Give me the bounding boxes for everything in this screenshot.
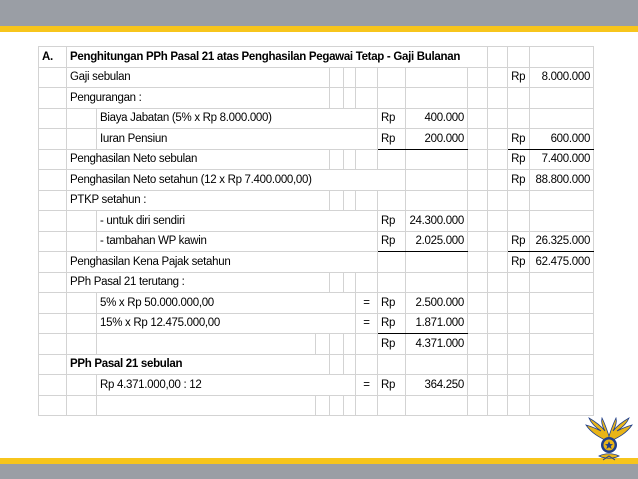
table-row xyxy=(39,47,594,68)
tarif-15-label: 15% x Rp 12.475.000,00 xyxy=(97,313,356,334)
tarif-5-label: 5% x Rp 50.000.000,00 xyxy=(97,293,356,314)
pkp-setahun-currency: Rp xyxy=(508,252,530,273)
top-gray-band xyxy=(0,0,638,26)
neto-setahun-total: 88.800.000 xyxy=(530,170,594,191)
table-row xyxy=(39,313,594,334)
diri-sendiri-amount: 24.300.000 xyxy=(406,211,468,232)
pkp-setahun-total: 62.475.000 xyxy=(530,252,594,273)
top-yellow-band xyxy=(0,26,638,32)
garuda-emblem-icon xyxy=(583,412,635,464)
pph-sebulan-currency: Rp xyxy=(378,375,406,396)
biaya-jabatan-amount: 400.000 xyxy=(406,108,468,129)
tarif-15-amount: 1.871.000 xyxy=(406,313,468,334)
pph21-calculation-table xyxy=(38,46,594,416)
pph-sebulan-label: PPh Pasal 21 sebulan xyxy=(67,354,330,375)
pph-sebulan-equals: = xyxy=(356,375,378,396)
table-row xyxy=(39,67,594,88)
neto-setahun-label: Penghasilan Neto setahun (12 x Rp 7.400.000,00) xyxy=(67,170,406,191)
pph-sebulan-calc-label: Rp 4.371.000,00 : 12 xyxy=(97,375,356,396)
tarif-15-equals: = xyxy=(356,313,378,334)
pph-terutang-label: PPh Pasal 21 terutang : xyxy=(67,272,330,293)
ptkp-total: 26.325.000 xyxy=(530,231,594,252)
pengurangan-total: 600.000 xyxy=(530,129,594,150)
wp-kawin-currency: Rp xyxy=(378,231,406,252)
diri-sendiri-label: - untuk diri sendiri xyxy=(97,211,378,232)
tarif-5-equals: = xyxy=(356,293,378,314)
pengurangan-total-currency: Rp xyxy=(508,129,530,150)
table-row xyxy=(39,170,594,191)
table-row xyxy=(39,231,594,252)
table-row xyxy=(39,108,594,129)
ptkp-label: PTKP setahun : xyxy=(67,190,330,211)
pkp-setahun-label: Penghasilan Kena Pajak setahun xyxy=(67,252,378,273)
gaji-sebulan-label: Gaji sebulan xyxy=(67,67,330,88)
tarif-15-currency: Rp xyxy=(378,313,406,334)
table-row xyxy=(39,375,594,396)
pph-sebulan-amount: 364.250 xyxy=(406,375,468,396)
table-row xyxy=(39,129,594,150)
pengurangan-label: Pengurangan : xyxy=(67,88,330,109)
table-row xyxy=(39,88,594,109)
subtotal-currency: Rp xyxy=(378,334,406,355)
tarif-5-amount: 2.500.000 xyxy=(406,293,468,314)
tarif-5-currency: Rp xyxy=(378,293,406,314)
table-row xyxy=(39,395,594,416)
neto-sebulan-currency: Rp xyxy=(508,149,530,170)
neto-sebulan-label: Penghasilan Neto sebulan xyxy=(67,149,330,170)
gaji-sebulan-total: 8.000.000 xyxy=(530,67,594,88)
table-row xyxy=(39,334,594,355)
biaya-jabatan-currency: Rp xyxy=(378,108,406,129)
section-letter: A. xyxy=(39,47,67,68)
wp-kawin-label: - tambahan WP kawin xyxy=(97,231,378,252)
table-row xyxy=(39,190,594,211)
biaya-jabatan-label: Biaya Jabatan (5% x Rp 8.000.000) xyxy=(97,108,378,129)
table-row xyxy=(39,211,594,232)
diri-sendiri-currency: Rp xyxy=(378,211,406,232)
wp-kawin-amount: 2.025.000 xyxy=(406,231,468,252)
table-row xyxy=(39,293,594,314)
neto-sebulan-total: 7.400.000 xyxy=(530,149,594,170)
table-row xyxy=(39,149,594,170)
iuran-pensiun-amount: 200.000 xyxy=(406,129,468,150)
table-title: Penghitungan PPh Pasal 21 atas Penghasilan Pegawai Tetap - Gaji Bulanan xyxy=(67,47,488,68)
neto-setahun-currency: Rp xyxy=(508,170,530,191)
iuran-pensiun-label: Iuran Pensiun xyxy=(97,129,378,150)
table-row xyxy=(39,354,594,375)
bottom-gray-band xyxy=(0,464,638,479)
iuran-pensiun-currency: Rp xyxy=(378,129,406,150)
table-row xyxy=(39,252,594,273)
subtotal-amount: 4.371.000 xyxy=(406,334,468,355)
ptkp-total-currency: Rp xyxy=(508,231,530,252)
gaji-sebulan-currency: Rp xyxy=(508,67,530,88)
table-row xyxy=(39,272,594,293)
